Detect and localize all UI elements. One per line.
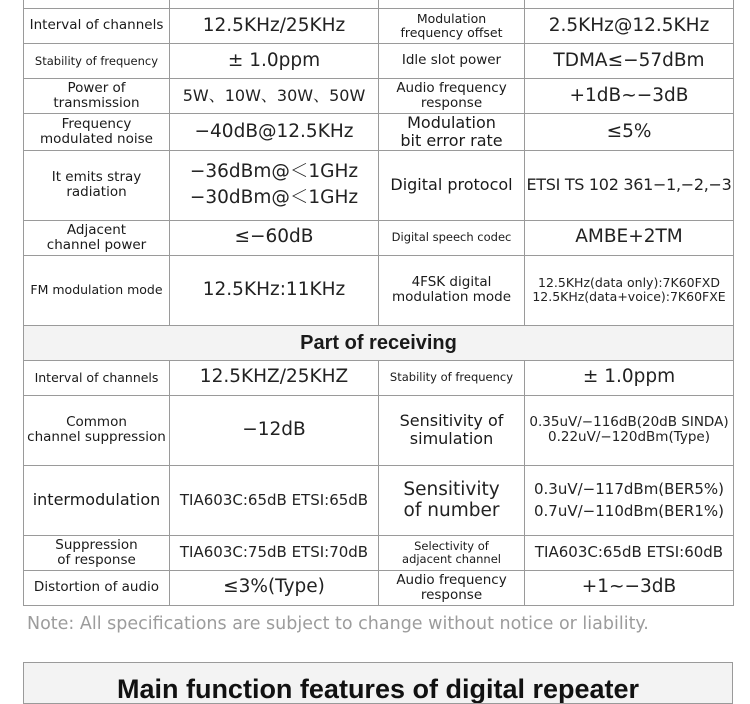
table-row bbox=[24, 9, 734, 44]
table-row bbox=[24, 255, 734, 325]
spec-label: intermodulation bbox=[24, 465, 170, 535]
spec-value: 12.5KHz(data only):7K60FXD 12.5KHz(data+voice):7K60FXE bbox=[525, 255, 734, 325]
table-row bbox=[24, 114, 734, 151]
table-row bbox=[24, 360, 734, 395]
spec-value: ≤5% bbox=[525, 114, 734, 151]
spec-label: Audio frequency response bbox=[379, 570, 525, 605]
spec-value: TDMA≤−57dBm bbox=[525, 44, 734, 79]
spec-value: 12.5KHz/25KHz bbox=[170, 9, 379, 44]
spec-value: ± 1.0ppm bbox=[170, 44, 379, 79]
spec-value: −36dBm@＜1GHz −30dBm@＜1GHz bbox=[170, 150, 379, 220]
spec-label: FM modulation mode bbox=[24, 255, 170, 325]
spec-label: Interval of channels bbox=[24, 360, 170, 395]
spec-label: Power of transmission bbox=[24, 79, 170, 114]
spec-label: Frequency modulated noise bbox=[24, 114, 170, 151]
features-header bbox=[23, 662, 733, 704]
table-row bbox=[24, 0, 734, 9]
spec-table bbox=[23, 0, 734, 606]
table-row bbox=[24, 44, 734, 79]
spec-label: Selectivity of adjacent channel bbox=[379, 535, 525, 570]
spec-value: TIA603C:65dB ETSI:60dB bbox=[525, 535, 734, 570]
spec-label: Idle slot power bbox=[379, 44, 525, 79]
spec-label: Adjacent channel power bbox=[24, 220, 170, 255]
spec-value: 12.5KHZ/25KHZ bbox=[170, 360, 379, 395]
table-row bbox=[24, 220, 734, 255]
table-row bbox=[24, 570, 734, 605]
spec-value: ≤3%(Type) bbox=[170, 570, 379, 605]
spec-label: Distortion of audio bbox=[24, 570, 170, 605]
disclaimer-note: Note: All specifications are subject to change without notice or liability. bbox=[27, 614, 649, 634]
spec-label: Modulation frequency offset bbox=[379, 9, 525, 44]
features-title: Main function features of digital repeater bbox=[116, 674, 640, 704]
table-row bbox=[24, 150, 734, 220]
spec-label: Interval of channels bbox=[24, 9, 170, 44]
table-row bbox=[24, 79, 734, 114]
spec-value: 5W、10W、30W、50W bbox=[170, 79, 379, 114]
spec-value: −40dB@12.5KHz bbox=[170, 114, 379, 151]
spec-value: +1~−3dB bbox=[525, 570, 734, 605]
spec-value: 0.3uV/−117dBm(BER5%) 0.7uV/−110dBm(BER1%) bbox=[525, 465, 734, 535]
table-row bbox=[24, 465, 734, 535]
spec-label: 4FSK digital modulation mode bbox=[379, 255, 525, 325]
spec-value: ETSI TS 102 361−1,−2,−3 bbox=[525, 150, 734, 220]
spec-label: Audio frequency response bbox=[379, 79, 525, 114]
spec-value: −12dB bbox=[170, 395, 379, 465]
section-title: Part of receiving bbox=[24, 325, 734, 360]
spec-value: TIA603C:75dB ETSI:70dB bbox=[170, 535, 379, 570]
spec-value: 12.5KHz:11KHz bbox=[170, 255, 379, 325]
spec-value: ≤−60dB bbox=[170, 220, 379, 255]
spec-label: Common channel suppression bbox=[24, 395, 170, 465]
spec-label: Stability of frequency bbox=[24, 44, 170, 79]
spec-label: Digital speech codec bbox=[379, 220, 525, 255]
spec-value: AMBE+2TM bbox=[525, 220, 734, 255]
spec-value: 2.5KHz@12.5KHz bbox=[525, 9, 734, 44]
spec-label: Suppression of response bbox=[24, 535, 170, 570]
spec-label: Sensitivity of simulation bbox=[379, 395, 525, 465]
table-row bbox=[24, 395, 734, 465]
spec-value: +1dB~−3dB bbox=[525, 79, 734, 114]
spec-label: Sensitivity of number bbox=[379, 465, 525, 535]
section-header-row bbox=[24, 325, 734, 360]
spec-label: Digital protocol bbox=[379, 150, 525, 220]
spec-value: 0.35uV/−116dB(20dB SINDA) 0.22uV/−120dBm(Type) bbox=[525, 395, 734, 465]
spec-value: ± 1.0ppm bbox=[525, 360, 734, 395]
spec-value: TIA603C:65dB ETSI:65dB bbox=[170, 465, 379, 535]
spec-label: Stability of frequency bbox=[379, 360, 525, 395]
spec-label: It emits stray radiation bbox=[24, 150, 170, 220]
spec-label: Modulation bit error rate bbox=[379, 114, 525, 151]
table-row bbox=[24, 535, 734, 570]
